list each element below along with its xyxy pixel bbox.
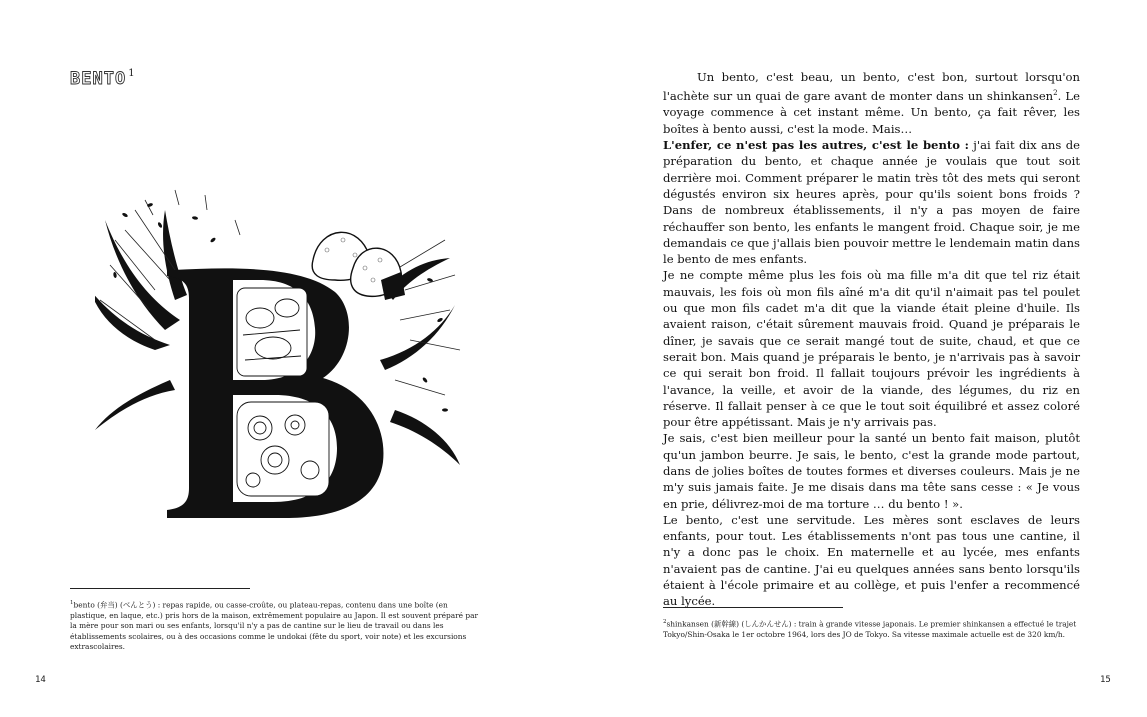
footnote-2 [663, 617, 1083, 640]
drop-cap-illustration [95, 180, 465, 540]
page-number-left: 14 [35, 675, 46, 685]
footnote-rule-right [663, 607, 843, 608]
footnote-1-marker: 1 [70, 600, 74, 606]
paragraph-5: Le bento, c'est une servitude. Les mères sont esclaves de leurs enfants, pour tout. Les établissements n'ont pas tous une cantine, il n'y a donc pas le choix. En maternelle et au lycée, mes enfants n'avaient pas de cantine. J'ai eu quelques années sans bento lorsqu'ils étaient à l'école primaire et au collège, et puis l'enfer a recommencé au lycée. [663, 512, 1080, 609]
footnote-1-text: bento (弁当) (べんとう) : repas rapide, ou casse-croûte, ou plateau-repas, contenu dans une boîte (en plastique, en laque, etc.) pris hors de la maison, extrêmement populaire au Japon. Il est souvent préparé par la mère pour son mari ou ses enfants, lorsqu'il n'y a pas de cantine sur le lieu de travail ou dans les établissements scolaires, ou à des occasions comme le undokai (fête du sport, voir note) et les excursions extrascolaires. [70, 600, 479, 652]
paragraph-4: Je sais, c'est bien meilleur pour la santé un bento fait maison, plutôt qu'un jambon beurre. Je sais, le bento, c'est la grande mode partout, dans de jolies boîtes de toutes formes et diverses couleurs. Mais je ne m'y suis jamais faite. Je me disais dans ma tête sans cesse : « Je vous en prie, délivrez-moi de ma torture … du bento ! ». [663, 431, 1080, 511]
paragraph-1-text: Un bento, c'est beau, un bento, c'est bon, surtout lorsqu'on l'achète sur un quai de gare avant de monter dans un shinkansen [663, 70, 1080, 104]
footnote-ref-2: 2 [1053, 89, 1058, 98]
footnote-2-marker: 2 [663, 619, 667, 625]
chapter-title [70, 68, 136, 89]
page-number-right: 15 [1100, 675, 1111, 685]
footnote-ref-1: 1 [128, 68, 136, 79]
paragraph-1-text-cont: . Le voyage commence à cet instant même. Un bento, ça fait rêver, les boîtes à bento aussi, c'est la mode. Mais… [663, 89, 1080, 136]
chapter-title-text: BENTO [70, 69, 127, 89]
bento-contents-upper [237, 288, 307, 376]
footnote-2-text: shinkansen (新幹線) (しんかんせん) : train à grande vitesse japonais. Le premier shinkansen a effectué le trajet Tokyo/Shin-Osaka le 1er octobre 1964, lors des JO de Tokyo. Sa vitesse maximale actuelle est de 320 km/h. [663, 619, 1077, 639]
paragraph-2-text: j'ai fait dix ans de préparation du bento, et chaque année je voulais que tout soit derrière moi. Comment préparer le matin très tôt des mets qui seront dégustés environ six heures après, pour qu'ils soient bons froids ? Dans de nombreux établissements, il n'y a pas moyen de faire réchauffer son bento, les enfants le mangent froid. Chaque soir, je me demandais ce que j'allais bien pouvoir mettre le lendemain matin dans le bento de mes enfants. [663, 138, 1080, 267]
paragraph-1 [663, 69, 1080, 137]
body-text [663, 69, 1080, 610]
paragraph-2 [663, 137, 1080, 267]
paragraph-3: Je ne compte même plus les fois où ma fille m'a dit que tel riz était mauvais, les fois où mon fils aîné m'a dit qu'il n'aimait pas tel poulet ou que mon fils cadet m'a dit que la viande était pleine d'huile. Ils avaient raison, c'était sûrement mauvais froid. Quand je préparais le dîner, je savais que ce serait mangé tout de suite, chaud, et que ce serait bon. Mais quand je préparais le bento, je n'arrivais pas à savoir ce qui serait bon froid. Il fallait toujours prévoir les ingrédients à l'avance, la veille, et avoir de la viande, des légumes, du riz en réserve. Il fallait penser à ce que le tout soit équilibré et assez coloré pour être appétissant. Mais je n'y arrivais pas. [663, 268, 1080, 430]
footnote-rule-left [70, 588, 250, 589]
bento-contents-lower [237, 402, 329, 496]
footnote-1 [70, 598, 482, 653]
paragraph-2-lead: L'enfer, ce n'est pas les autres, c'est le bento : [663, 138, 969, 153]
